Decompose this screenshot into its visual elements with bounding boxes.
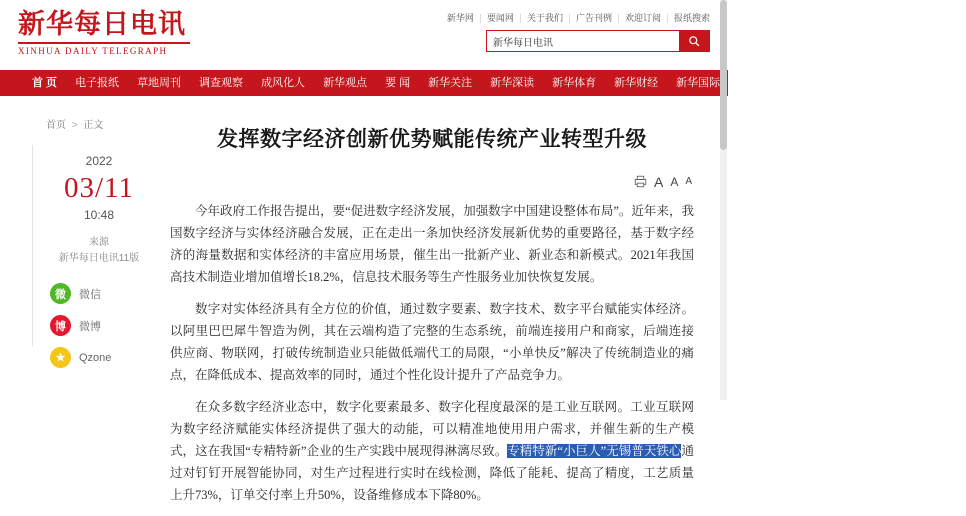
nav-item-1[interactable]: 电子报纸 <box>75 77 120 89</box>
share-label-qzone: Qzone <box>79 351 112 364</box>
share-item-qzone[interactable] <box>50 347 152 368</box>
paragraph-2-segment-0: 数字对实体经济具有全方位的价值，通过数字要素、数字技术、数字平台赋能实体经济。以阿里巴巴犀牛智造为例，其在云端构造了完整的生态系统，前端连接用户和商家，后端连接供应商、物联网，打破传统制造业只能做低端代工的局限，“小单快反”解决了传统制造业的痛点，在降低成本、提高效率的同时，通过个性化设计提升了产品竞争力。 <box>170 301 694 382</box>
article <box>152 106 728 516</box>
breadcrumb-current: 正文 <box>83 120 104 131</box>
nav-item-11[interactable]: 新华国际 <box>676 77 721 89</box>
nav-item-4[interactable]: 成风化人 <box>261 77 306 89</box>
nav-item-15[interactable]: 看天下 <box>924 77 958 89</box>
logo-divider <box>18 42 190 44</box>
paragraph-1-segment-2: ”。近年来，我国数字经济与实体经济融合发展，正在 <box>170 203 694 240</box>
source-value: 新华每日电讯11版 <box>58 253 140 264</box>
search-input[interactable] <box>487 31 679 51</box>
top-link-4[interactable]: 欢迎订阅 <box>619 14 668 23</box>
article-tools <box>170 174 692 190</box>
article-body <box>170 198 694 506</box>
article-paragraph-1 <box>170 200 694 288</box>
top-link-3[interactable]: 广告刊例 <box>570 14 619 23</box>
logo-english-title: XINHUA DAILY TELEGRAPH <box>18 46 168 57</box>
top-links <box>441 14 710 23</box>
paragraph-1-segment-4: 2021年我国高技术制造业增加值增长18.2%，信息技术服务等生产性服务业加快恢复发展。 <box>170 247 694 284</box>
font-size-small-button[interactable]: A <box>685 176 692 187</box>
qzone-icon: ★ <box>50 347 71 368</box>
share-label-wechat: 微信 <box>79 288 101 301</box>
nav-item-6[interactable]: 要 闻 <box>385 77 411 89</box>
share-label-weibo: 微博 <box>79 320 101 333</box>
logo-chinese-title: 新华每日电讯 <box>18 9 186 39</box>
nav-item-12[interactable]: 新华融媒 <box>738 77 783 89</box>
article-paragraph-3 <box>170 396 694 506</box>
weibo-icon: 博 <box>50 315 71 336</box>
top-link-5[interactable]: 报纸搜索 <box>673 13 710 23</box>
nav-item-5[interactable]: 新华观点 <box>323 77 368 89</box>
content-area <box>0 96 728 516</box>
top-link-0[interactable]: 新华网 <box>441 14 481 23</box>
breadcrumb-separator: > <box>71 120 78 131</box>
wechat-icon: 微 <box>50 283 71 304</box>
paragraph-1-segment-1: 加强数字中国建设整体布局 <box>463 203 614 218</box>
font-size-large-button[interactable]: A <box>653 173 664 190</box>
nav-item-10[interactable]: 新华财经 <box>614 77 659 89</box>
header-right <box>441 14 710 52</box>
search-button[interactable] <box>679 31 709 51</box>
article-meta <box>46 145 152 368</box>
share-item-weibo[interactable] <box>50 315 152 336</box>
nav-item-13[interactable]: 精彩专题 <box>800 77 845 89</box>
nav-item-9[interactable]: 新华体育 <box>552 77 597 89</box>
source-label: 来源 <box>89 237 109 248</box>
selected-text-highlight: 专精特新“小巨人”无锡普天铁心 <box>507 443 682 458</box>
share-list <box>46 283 152 368</box>
publish-year: 2022 <box>85 154 113 168</box>
search-box[interactable] <box>486 30 710 52</box>
top-link-1[interactable]: 要闻网 <box>481 14 521 23</box>
article-sidebar <box>0 106 152 516</box>
font-size-medium-button[interactable]: A <box>670 174 679 189</box>
site-logo[interactable] <box>18 10 190 56</box>
nav-item-14[interactable]: 医卫健康 <box>862 77 907 89</box>
printer-icon[interactable] <box>634 175 647 188</box>
page-scrollbar[interactable] <box>720 0 727 400</box>
site-header <box>0 0 728 70</box>
article-paragraph-2 <box>170 298 694 386</box>
nav-item-3[interactable]: 调查观察 <box>199 77 244 89</box>
paragraph-1-segment-0: 今年政府工作报告提出，要“促进数字经济发展， <box>195 203 464 218</box>
publish-month-day: 03/11 <box>64 172 134 204</box>
nav-item-7[interactable]: 新华关注 <box>428 77 473 89</box>
top-link-2[interactable]: 关于我们 <box>521 14 570 23</box>
search-icon <box>688 35 700 47</box>
breadcrumb-home[interactable]: 首页 <box>46 120 66 131</box>
publish-time: 10:48 <box>83 208 115 222</box>
main-nav <box>0 70 958 96</box>
article-title: 发挥数字经济创新优势赋能传统产业转型升级 <box>217 127 647 151</box>
scrollbar-thumb[interactable] <box>720 0 727 150</box>
share-item-wechat[interactable] <box>50 283 152 304</box>
nav-item-2[interactable]: 草地周刊 <box>137 77 182 89</box>
nav-item-8[interactable]: 新华深读 <box>490 77 535 89</box>
paragraph-3-segment-2: 通过对钉钉开展智能协同，对生产过程进行实时在线检测，降低了能耗、提高了精度，工艺质量上升73%，订单交付率上升50%，设备维修成本下降80%。 <box>170 443 694 502</box>
paragraph-3-segment-0: 在众多数字经济业态中，数字化要素最多、数字化程度最深的是工业互联网。工业互联网为数字经济赋能实体经济提供了强大的动能，可以精准地使用用户需求，并催生新的生产模式，这在我国“专精特新”企业的生产实践中展现得淋漓尽致。 <box>170 399 694 458</box>
paragraph-1-segment-3: 走出一条加快经济发展新优势的重要路径，基于数字经济的海量数据和实体经济的丰富应用场景，催生出一批新产业、新业态和新模式。 <box>170 225 694 262</box>
breadcrumb <box>46 116 152 131</box>
nav-item-0[interactable]: 首 页 <box>32 77 58 89</box>
